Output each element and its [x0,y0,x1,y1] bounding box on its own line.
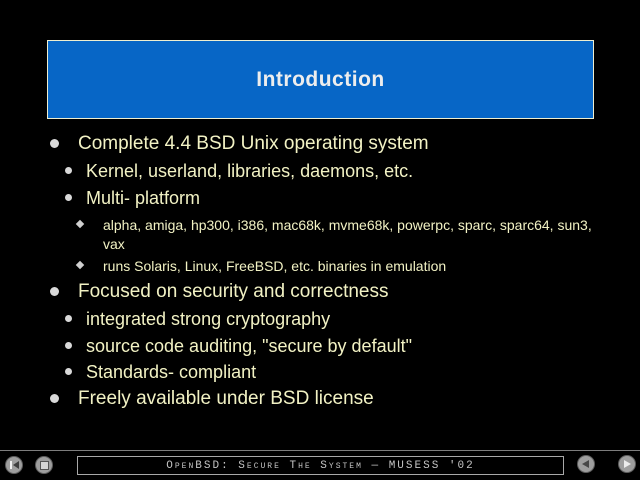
bullet-text: alpha, amiga, hp300, i386, mac68k, mvme68k, powerpc, sparc, sparc64, sun3, vax [103,217,592,252]
bullet-item [0,216,640,254]
bullet-item [0,388,640,410]
bullet-item [0,362,640,383]
bullet-dot-icon [50,139,59,148]
skip-to-start-icon [10,461,12,469]
bullet-dot-icon [50,287,59,296]
bullet-text: Freely available under BSD license [78,388,374,409]
bullet-text: Complete 4.4 BSD Unix operating system [78,133,429,154]
bullet-item [0,309,640,330]
bullet-dot-icon [65,167,72,174]
bullet-text: runs Solaris, Linux, FreeBSD, etc. binaries in emulation [103,258,447,274]
stop-icon [40,461,49,470]
bullet-text: Standards- compliant [86,362,257,382]
bullet-text: Kernel, userland, libraries, daemons, etc. [86,161,414,181]
skip-to-start-icon [13,461,19,469]
bullet-text: Focused on security and correctness [78,281,389,302]
status-bar [77,456,564,475]
prev-arrow-icon [582,460,589,468]
bullet-item [0,161,640,182]
bullet-text: source code auditing, "secure by default" [86,336,412,356]
bullet-dot-icon [65,194,72,201]
bullet-text: integrated strong cryptography [86,309,331,329]
title-box [47,40,594,119]
bullet-item [0,257,640,276]
bullet-dot-icon [65,368,72,375]
next-arrow-icon [624,460,631,468]
bullet-item [0,133,640,155]
status-text: OpenBSD: Secure The System — MUSESS '02 [166,459,475,472]
stop-button[interactable] [35,456,53,474]
bullet-dot-icon [50,394,59,403]
skip-to-start-button[interactable] [5,456,23,474]
bullet-item [0,188,640,209]
bullet-diamond-icon [76,220,84,228]
bullet-item [0,336,640,357]
bullet-dot-icon [65,315,72,322]
bullet-text: Multi- platform [86,188,201,208]
bullet-dot-icon [65,342,72,349]
bullet-item [0,281,640,303]
slide-title: Introduction [256,67,385,91]
bottom-separator-line [0,450,640,451]
previous-slide-button[interactable] [577,455,595,473]
bullet-diamond-icon [76,261,84,269]
next-slide-button[interactable] [618,455,636,473]
